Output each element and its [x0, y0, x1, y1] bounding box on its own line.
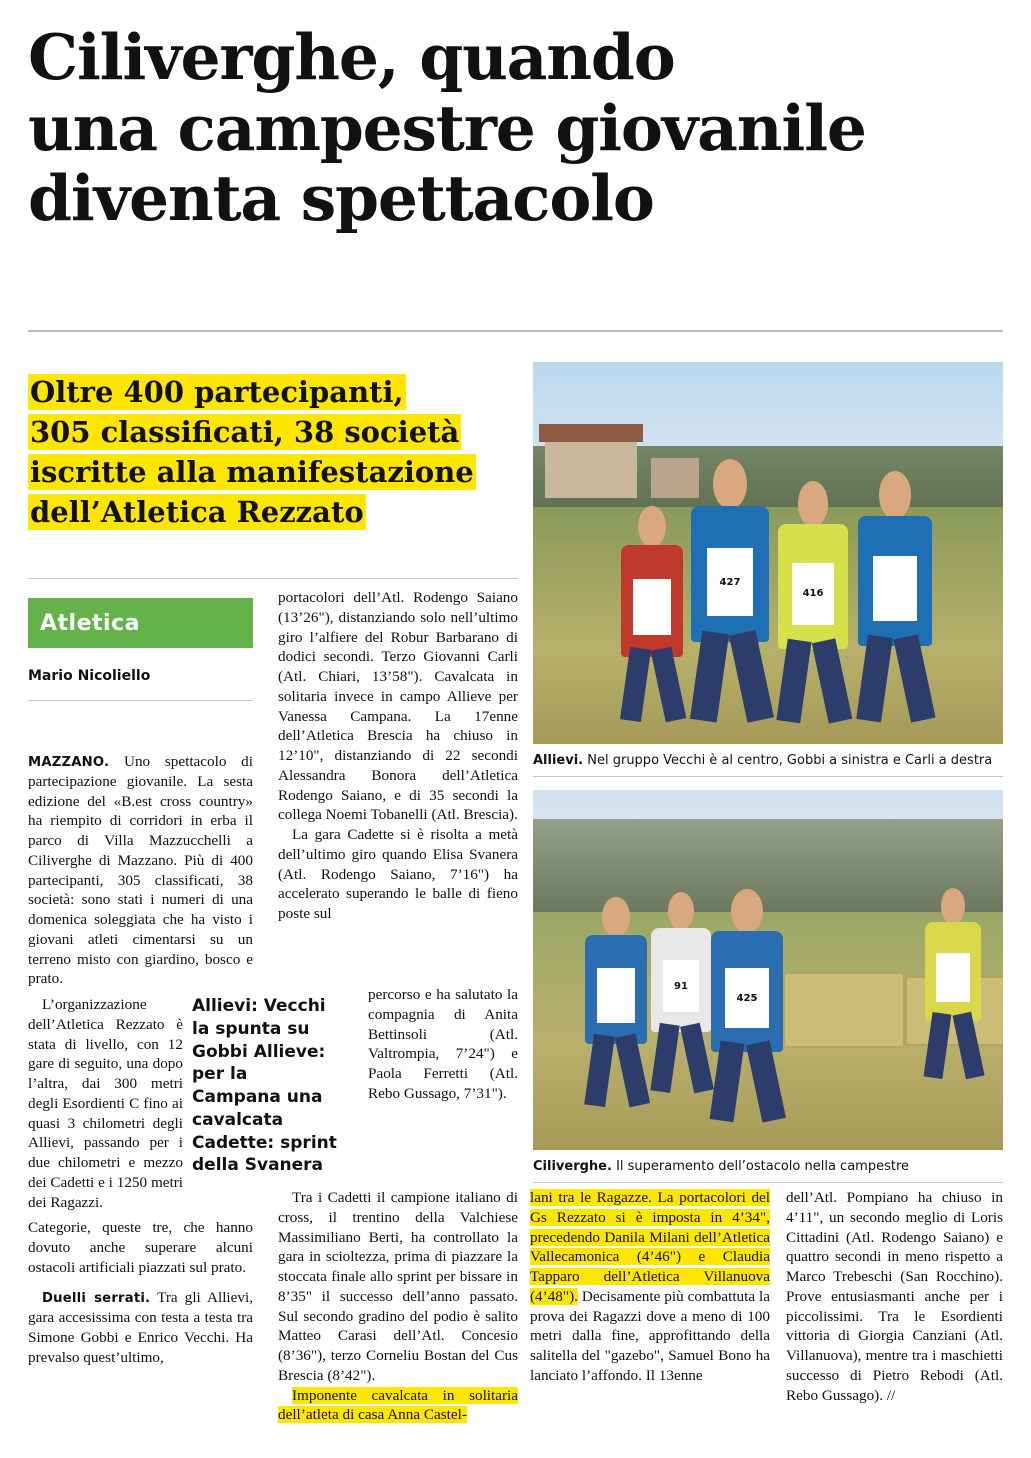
farmhouse-roof — [539, 424, 643, 442]
body-column-3 — [530, 1188, 770, 1386]
col1c-text-2: Tra gli Allievi, gara accesissima con testa a testa tra Simone Gobbi e Enrico Vecchi. Ha prevalso quest’ultimo, — [28, 1289, 253, 1366]
caption-text-2: Il superamento dell’ostacolo nella campestre — [611, 1159, 910, 1174]
runner-leg-left — [584, 1034, 615, 1108]
runner-bib — [873, 556, 917, 621]
body-column-2a — [278, 588, 518, 924]
byline: Mario Nicoliello — [28, 668, 151, 684]
runner-head — [602, 897, 629, 937]
runner-head — [713, 459, 747, 509]
body-column-2b — [368, 985, 518, 1104]
runner-bib: 91 — [663, 960, 699, 1012]
runner-jumping-2 — [651, 892, 711, 1092]
body-column-1a — [28, 752, 253, 989]
runner-leg-right — [680, 1023, 714, 1094]
ciliverghe-obstacle-photo — [533, 790, 1003, 1150]
photo-caption-2 — [533, 1159, 1003, 1174]
runner-vecchi — [691, 459, 769, 721]
divider-caption-1 — [533, 776, 1003, 777]
runner-leg-left — [650, 1023, 680, 1093]
runner-head — [879, 471, 912, 519]
runner-leg-right — [615, 1034, 650, 1108]
caption-text-1: Nel gruppo Vecchi è al centro, Gobbi a sinistra e Carli a destra — [583, 753, 993, 768]
runner-head — [798, 481, 829, 527]
runner-leader — [711, 889, 783, 1121]
divider-subhead — [28, 578, 518, 579]
subhead-line-1: Oltre 400 partecipanti, — [30, 375, 404, 409]
body-column-2c — [278, 1188, 518, 1425]
headline-line-1: Ciliverghe, quando — [28, 20, 675, 94]
col1a-text: Uno spettacolo di partecipazione giovanile. La sesta edizione del «B.est cross country» ha riempito di corridori in erba il parco di Villa Mazzucchelli a Ciliverghe di Mazzano. Più di 400 partecipanti, 305 classificati, 38 società: sono stati i numeri di una domenica soleggiata che ha visto i giovani atleti cimentarsi su un terreno misto con giardino, bosco e prato. — [28, 753, 253, 988]
runner-background — [925, 888, 981, 1078]
runner-bib: 416 — [792, 563, 834, 625]
hay-bale — [783, 972, 905, 1048]
runner-leg-right — [812, 638, 852, 723]
headline-line-2: una campestre giovanile — [28, 90, 866, 165]
runner-leg-right — [746, 1041, 786, 1123]
col3-text: Decisamente più combattuta la prova dei Ragazzi dove a meno di 100 metri dalla fine, approfittando della salitella del "gazebo", Samuel Bono ha lanciato l’affondo. Il 13enne — [530, 1287, 770, 1384]
runner-red — [621, 506, 683, 721]
runner-jumping-1 — [585, 897, 647, 1107]
col2a-text-2: La gara Cadette si è risolta a metà dell’ultimo giro quando Elisa Svanera (Atl. Rodengo Saiano, 7’16") ha accelerato superando le balle di fieno poste sul — [278, 826, 518, 922]
subhead-line-3: iscritte alla manifestazione — [30, 455, 474, 490]
runner-bib — [633, 579, 670, 635]
col1b-text: L’organizzazione dell’Atletica Rezzato è stata di livello, con 12 gare di seguito, una dopo l’altra, dai 300 metri degli Esordienti C fino ai quasi 3 chilometri degli Allievi, passando per i due chilometri e mezzo dei Cadetti e i 1250 metri dei Ragazzi. — [28, 996, 183, 1211]
runner-bib — [597, 968, 634, 1023]
divider-caption-2 — [533, 1182, 1003, 1183]
subheadline — [28, 372, 518, 532]
runner-leg-left — [924, 1012, 952, 1079]
body-column-1c — [28, 1218, 253, 1367]
runner-leg-right — [952, 1012, 984, 1079]
dateline: MAZZANO. — [28, 755, 110, 770]
col3-highlight: lani tra le Ragazze. La portacolori del Gs Rezzato si è imposta in 4’34", precedendo Danila Milani dell’Atletica Vallecamonica (4’46") e Claudia Tapparo dell’Atletica Villanuova (4’48"). — [530, 1189, 770, 1305]
divider-top — [28, 330, 1003, 332]
headline-line-3: diventa spettacolo — [28, 161, 654, 236]
pull-quote: Allievi: Vecchi la spunta su Gobbi Allieve: per la Campana una cavalcata Cadette: sprint della Svanera — [192, 996, 337, 1176]
runner-bib: 427 — [707, 548, 754, 616]
runner-leg-left — [620, 647, 651, 722]
runner-head — [731, 889, 763, 933]
section-badge: Atletica — [28, 598, 253, 648]
col2c-highlight: Imponente cavalcata in solitaria dell’atleta di casa Anna Castel- — [278, 1386, 518, 1424]
runner-head — [941, 888, 966, 924]
photo-caption-1 — [533, 753, 1003, 768]
runner-head — [668, 892, 694, 930]
subsection-lead-duelli: Duelli serrati. — [42, 1291, 151, 1307]
subhead-line-4: dell’Atletica Rezzato — [30, 495, 364, 530]
body-column-1b — [28, 995, 183, 1212]
runner-leg-left — [710, 1041, 745, 1123]
runner-yellow — [778, 481, 848, 721]
subhead-line-2: 305 classificati, 38 società — [30, 415, 460, 450]
caption-lead-1: Allievi. — [533, 753, 584, 768]
col2c-text: Tra i Cadetti il campione italiano di cross, il trentino della Valchiese Massimiliano Berti, ha controllato la gara in scioltezza, prima di piazzare la stoccata finale allo sprint per bissare in 8’35" il successo dell’anno passato. Sul secondo gradino del podio è salito Matteo Carasi dell’Atl. Concesio (8’36"), terzo Corneliu Bostan del Cus Brescia (8’42"). — [278, 1189, 518, 1384]
runner-leg-right — [651, 647, 687, 723]
runner-carli — [858, 471, 932, 721]
caption-lead-2: Ciliverghe. — [533, 1159, 612, 1174]
col1c-text: Categorie, queste tre, che hanno dovuto anche superare alcuni ostacoli artificiali piazzati sul prato. — [28, 1219, 253, 1276]
col2a-text-1: portacolori dell’Atl. Rodengo Saiano (13’26"), distanziando solo nell’ultimo giro l’alfiere del Robur Barbarano di dodici secondi. Terzo Giovanni Carli (Atl. Chiari, 13’58"). Cavalcata in solitaria invece in campo Allieve per Vanessa Campana. La 17enne dell’Atletica Brescia ha chiuso in 12’10", distanziando di 22 secondi Alessandra Bonora dell’Atletica Rodengo Saiano, e di 35 secondi la collega Noemi Tobanelli (Atl. Brescia). — [278, 589, 518, 824]
runner-leg-right — [729, 630, 773, 723]
runner-leg-left — [857, 635, 894, 723]
body-column-4 — [786, 1188, 1003, 1405]
runner-leg-left — [777, 638, 812, 722]
runner-bib: 425 — [725, 968, 768, 1028]
runner-leg-right — [894, 634, 936, 722]
runner-bib — [936, 953, 970, 1002]
divider-byline — [28, 700, 253, 701]
allievi-race-photo — [533, 362, 1003, 744]
runner-leg-left — [690, 631, 729, 723]
farmhouse — [545, 440, 637, 498]
col2b-text: percorso e ha salutato la compagnia di Anita Bettinsoli (Atl. Valtrompia, 7’24") e Paola Ferretti (Atl. Rebo Gussago, 7’31"). — [368, 986, 518, 1102]
page-title — [28, 22, 1003, 234]
col4-text: dell’Atl. Pompiano ha chiuso in 4’11", un secondo meglio di Loris Cittadini (Atl. Rodengo Saiano) e quattro secondi in meno rispetto a Marco Trebeschi (San Rocchino). Prove entusiasmanti anche per i piccolissimi. Tra le Esordienti vittoria di Giorgia Canziani (Atl. Villanuova), mentre tra i maschietti successo di Pietro Rebodi (Atl. Rebo Gussago). // — [786, 1189, 1003, 1404]
runner-head — [638, 506, 665, 547]
